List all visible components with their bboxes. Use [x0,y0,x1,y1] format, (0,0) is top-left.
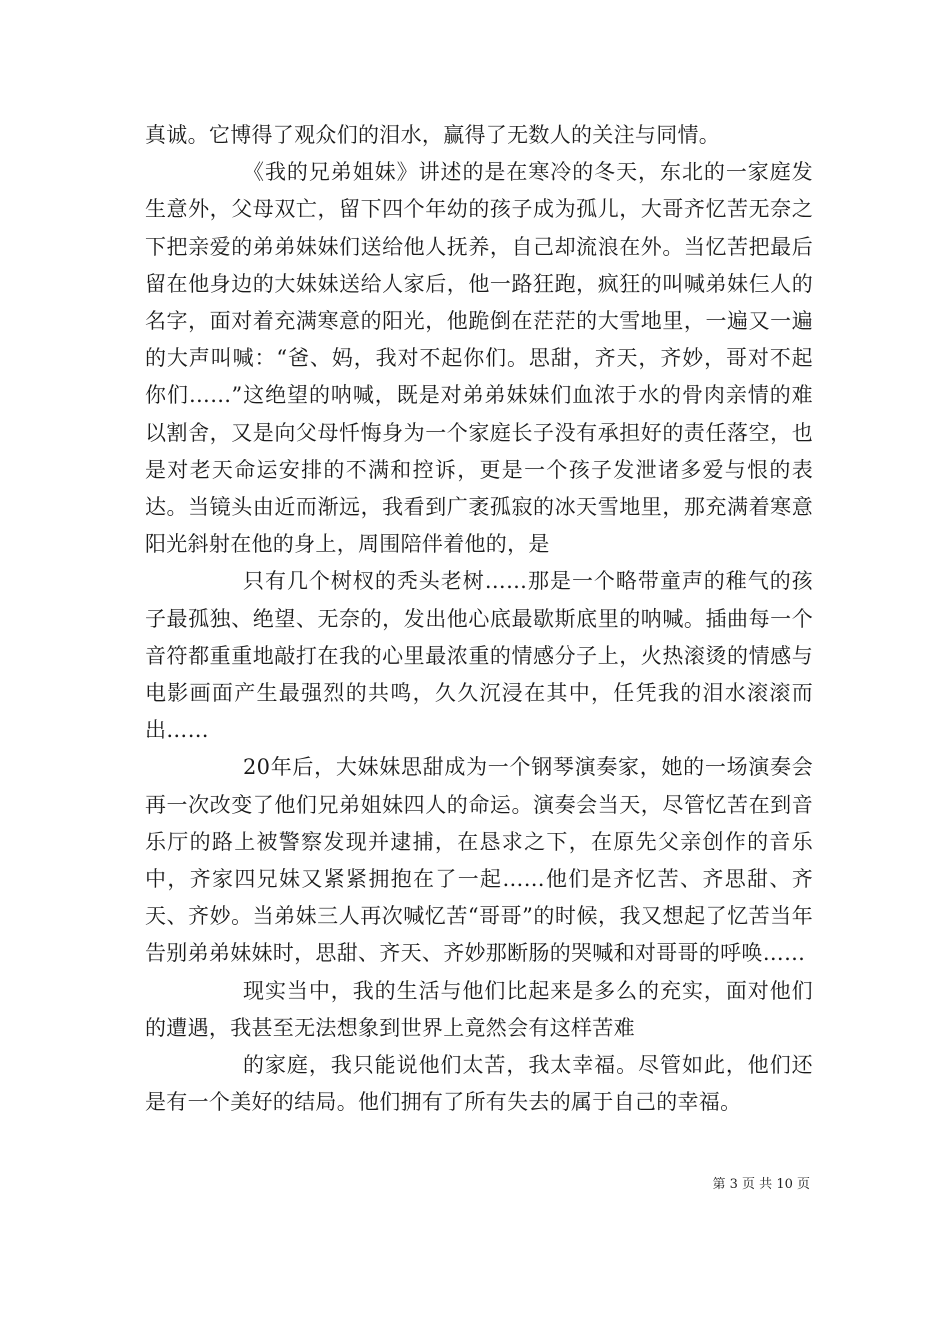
page-number-footer: 第 3 页 共 10 页 [712,1177,810,1192]
paragraph-continuation: 真诚。它博得了观众们的泪水，赢得了无数人的关注与同情。 [145,123,721,147]
paragraph-conclusion: 的家庭，我只能说他们太苦，我太幸福。尽管如此，他们还是有一个美好的结局。他们拥有了所有失去的属于自己的幸福。 [145,1053,813,1115]
paragraph-song-impression: 只有几个树杈的秃头老树……那是一个略带童声的稚气的孩子最孤独、绝望、无奈的，发出他心底最歇斯底里的呐喊。插曲每一个音符都重重地敲打在我的心里最浓重的情感分子上，火热滚烫的情感与电影画面产生最强烈的共鸣，久久沉浸在其中，任凭我的泪水滚滚而出…… [145,569,813,743]
paragraph-reflection: 现实当中，我的生活与他们比起来是多么的充实，面对他们的遭遇，我甚至无法想象到世界上竟然会有这样苦难 [145,978,813,1040]
paragraph-reunion: 20年后，大妹妹思甜成为一个钢琴演奏家，她的一场演奏会再一次改变了他们兄弟姐妹四人的命运。演奏会当天，尽管忆苦在到音乐厅的路上被警察发现并逮捕，在恳求之下，在原先父亲创作的音乐中，齐家四兄妹又紧紧拥抱在了一起……他们是齐忆苦、齐思甜、齐天、齐妙。当弟妹三人再次喊忆苦“哥哥”的时候，我又想起了忆苦当年告别弟弟妹妹时，思甜、齐天、齐妙那断肠的哭喊和对哥哥的呼唤…… [145,755,813,966]
paragraph-story-summary: 《我的兄弟姐妹》讲述的是在寒冷的冬天，东北的一家庭发生意外，父母双亡，留下四个年幼的孩子成为孤儿，大哥齐忆苦无奈之下把亲爱的弟弟妹妹们送给他人抚养，自己却流浪在外。当忆苦把最后留在他身边的大妹妹送给人家后，他一路狂跑，疯狂的叫喊弟妹仨人的名字，面对着充满寒意的阳光，他跪倒在茫茫的大雪地里，一遍又一遍的大声叫喊：“爸、妈，我对不起你们。思甜，齐天，齐妙，哥对不起你们……”这绝望的呐喊，既是对弟弟妹妹们血浓于水的骨肉亲情的难以割舍，又是向父母忏悔身为一个家庭长子没有承担好的责任落空，也是对老天命运安排的不满和控诉，更是一个孩子发泄诸多爱与恨的表达。当镜头由近而渐远，我看到广袤孤寂的冰天雪地里，那充满着寒意阳光斜射在他的身上，周围陪伴着他的，是 [145,160,813,557]
body-text [145,117,813,1121]
